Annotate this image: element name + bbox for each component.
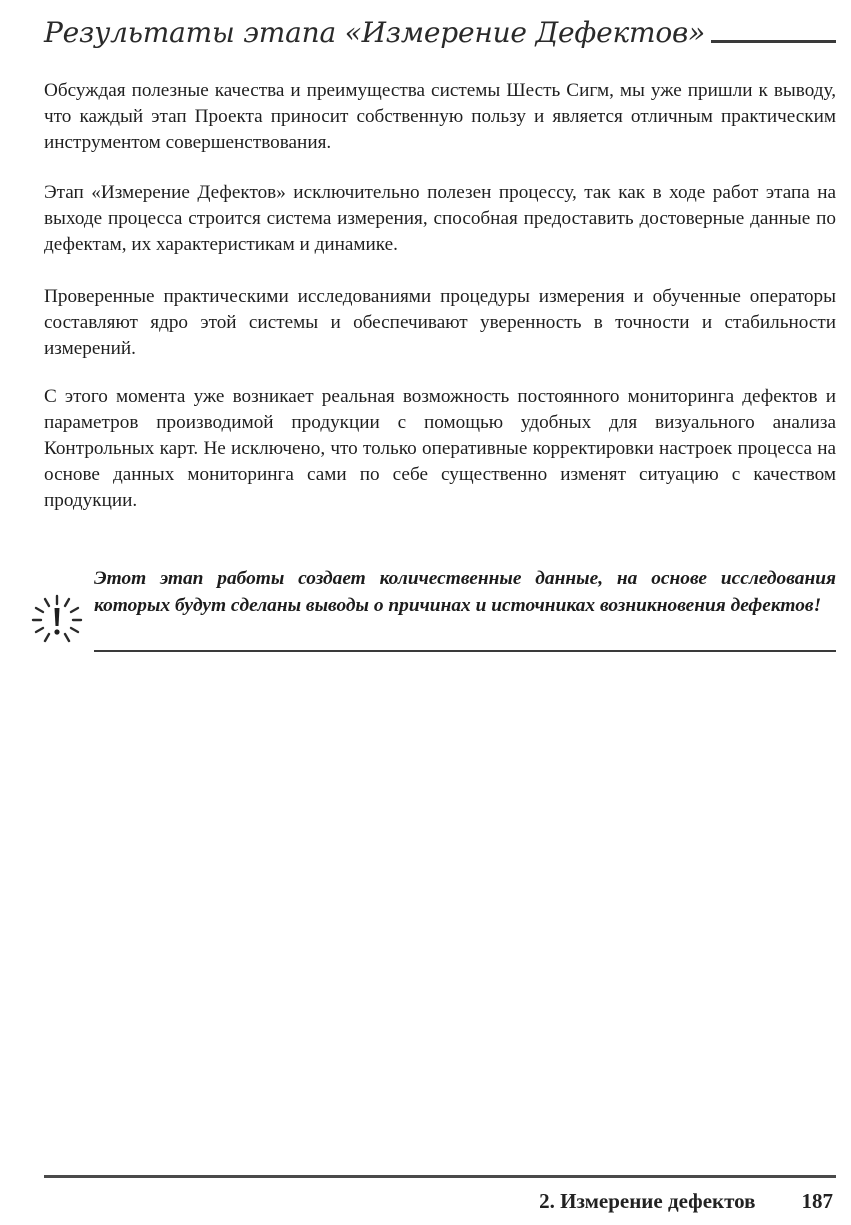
page-header	[44, 10, 836, 50]
paragraph-3: Проверенные практическими исследованиями процедуры измерения и обученные операторы составляют ядро этой системы и обеспечивают уверенность в точности и стабильности измерений.	[44, 286, 836, 359]
footer-section-title: 2. Измерение дефектов	[539, 1188, 756, 1213]
page-footer	[539, 1186, 833, 1216]
paragraph-2: Этап «Измерение Дефектов» исключительно полезен процессу, так как в ходе работ этапа на выходе процесса строится система измерения, способная предоставить достоверные данные по дефектам, их характеристикам и динамике.	[44, 182, 836, 255]
footer-rule	[44, 1175, 836, 1178]
paragraph-4: С этого момента уже возникает реальная возможность постоянного мониторинга дефектов и параметров производимой продукции с помощью удобных для визуального анализа Контрольных карт. Не исключено, что только оперативные корректировки настроек процесса на основе данных мониторинга сами по себе существенно изменят ситуацию с качеством продукции.	[44, 386, 836, 511]
note-rule	[94, 650, 836, 652]
title-rule	[711, 40, 836, 43]
note-text: Этот этап работы создает количественные данные, на основе исследования которых будут сделаны выводы о причинах и источниках возникновения дефектов!	[94, 568, 836, 616]
key-note	[20, 566, 836, 654]
paragraph-1: Обсуждая полезные качества и преимущества системы Шесть Сигм, мы уже пришли к выводу, что каждый этап Проекта приносит собственную пользу и является отличным практическим инструментом совершенствования.	[44, 80, 836, 153]
page-number: 187	[801, 1188, 833, 1213]
page-title: Результаты этапа «Измерение Дефектов»	[44, 16, 706, 49]
exclamation-burst-icon	[28, 590, 86, 648]
